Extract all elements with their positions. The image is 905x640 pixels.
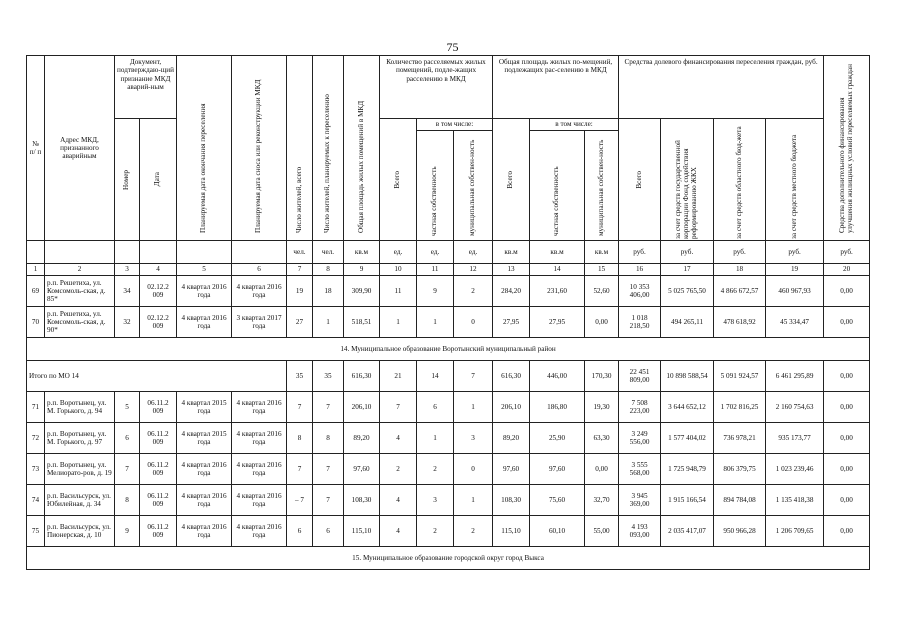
cell-area: 616,30 (344, 361, 380, 392)
cell-f-local: 460 967,93 (766, 276, 824, 307)
unit-cell (232, 241, 287, 264)
cell-pa-total: 284,20 (493, 276, 530, 307)
cell-doc-number: 34 (115, 276, 140, 307)
header-area-total: Всего (493, 119, 530, 241)
cell-f-region: 894 784,08 (714, 485, 766, 516)
cell-pc-private: 1 (417, 423, 454, 454)
cell-res-total: 7 (287, 454, 313, 485)
cell-f-total: 7 508 223,00 (619, 392, 661, 423)
unit-cell: ед. (380, 241, 417, 264)
cell-doc-date: 06.11.2 009 (140, 516, 177, 547)
cell-pc-private: 2 (417, 516, 454, 547)
cell-no: 75 (27, 516, 45, 547)
header-area-municipal: муниципальная собствен-ность (585, 131, 619, 241)
cell-address: р.п. Воротынец, ул. М. Горького, д. 97 (45, 423, 115, 454)
col-number: 13 (493, 264, 530, 276)
cell-pc-muni: 0 (454, 454, 493, 485)
unit-cell: руб. (714, 241, 766, 264)
table-row (27, 392, 870, 423)
cell-pa-muni: 32,70 (585, 485, 619, 516)
cell-address: р.п. Воротынец, ул. Мелиорато-ров, д. 19 (45, 454, 115, 485)
header-fund-total: Всего (619, 119, 661, 241)
unit-cell (45, 241, 115, 264)
cell-pa-muni: 0,00 (585, 454, 619, 485)
col-number: 10 (380, 264, 417, 276)
cell-pc-total: 4 (380, 485, 417, 516)
cell-f-add: 0,00 (824, 361, 870, 392)
header-additional-funding: Средства дополнительного финансирования улучшения жилищных условий переселяемых граждан (824, 56, 870, 241)
col-number: 14 (530, 264, 585, 276)
cell-f-region: 4 866 672,57 (714, 276, 766, 307)
cell-f-add: 0,00 (824, 276, 870, 307)
cell-f-region: 1 702 816,25 (714, 392, 766, 423)
cell-res-total: 35 (287, 361, 313, 392)
cell-no: 70 (27, 307, 45, 338)
cell-resettle: 4 квартал 2015 года (177, 392, 232, 423)
header-count-municipal: муниципальная собствен-ность (454, 131, 493, 241)
cell-res-total: 7 (287, 392, 313, 423)
cell-demolish: 4 квартал 2016 года (232, 423, 287, 454)
cell-doc-date: 06.11.2 009 (140, 392, 177, 423)
cell-f-add: 0,00 (824, 516, 870, 547)
cell-pa-private: 446,00 (530, 361, 585, 392)
col-number: 3 (115, 264, 140, 276)
table-row (27, 516, 870, 547)
cell-res-planned: 7 (313, 392, 344, 423)
unit-cell (115, 241, 140, 264)
cell-pa-private: 186,80 (530, 392, 585, 423)
cell-res-planned: 6 (313, 516, 344, 547)
header-area-incl: в том числе: (530, 119, 619, 131)
cell-pa-private: 25,90 (530, 423, 585, 454)
cell-f-local: 1 206 709,65 (766, 516, 824, 547)
cell-pa-private: 75,60 (530, 485, 585, 516)
cell-f-local: 935 173,77 (766, 423, 824, 454)
cell-no: 71 (27, 392, 45, 423)
unit-cell: кв.м (493, 241, 530, 264)
cell-f-corp: 3 644 652,12 (661, 392, 714, 423)
table-row (27, 454, 870, 485)
cell-f-total: 3 945 369,00 (619, 485, 661, 516)
header-premises-count: Количество расселяемых жилых помещений, подле-жащих расселению в МКД (380, 56, 493, 119)
header-fund-region: за счет средств областного бюд-жета (714, 119, 766, 241)
unit-cell (27, 241, 45, 264)
header-doc-date: Дата (140, 119, 177, 241)
cell-demolish: 3 квартал 2017 года (232, 307, 287, 338)
resettlement-table (26, 55, 870, 570)
cell-f-corp: 10 898 588,54 (661, 361, 714, 392)
cell-area: 89,20 (344, 423, 380, 454)
cell-pa-total: 108,30 (493, 485, 530, 516)
cell-area: 97,60 (344, 454, 380, 485)
cell-pa-total: 27,95 (493, 307, 530, 338)
header-planned-resettle: Планируемая дата окончания переселения (177, 56, 232, 241)
cell-address: р.п. Васильсурск, ул. Пионерская, д. 10 (45, 516, 115, 547)
cell-f-total: 10 353 406,00 (619, 276, 661, 307)
cell-f-corp: 1 915 166,54 (661, 485, 714, 516)
cell-f-region: 478 618,92 (714, 307, 766, 338)
cell-doc-number: 8 (115, 485, 140, 516)
col-number: 15 (585, 264, 619, 276)
header-address: Адрес МКД, признанного аварийным (45, 56, 115, 241)
cell-f-region: 5 091 924,57 (714, 361, 766, 392)
cell-f-corp: 5 025 765,50 (661, 276, 714, 307)
cell-address: р.п. Воротынец, ул. М. Горького, д. 94 (45, 392, 115, 423)
cell-resettle: 4 квартал 2016 года (177, 485, 232, 516)
cell-pc-total: 4 (380, 516, 417, 547)
cell-f-total: 22 451 809,00 (619, 361, 661, 392)
cell-pc-private: 2 (417, 454, 454, 485)
unit-cell: ед. (417, 241, 454, 264)
header-residents-total: Число жителей, всего (287, 56, 313, 241)
cell-f-add: 0,00 (824, 307, 870, 338)
unit-cell: руб. (619, 241, 661, 264)
cell-pa-private: 97,60 (530, 454, 585, 485)
cell-pa-private: 231,60 (530, 276, 585, 307)
header-count-private: частная собственность (417, 131, 454, 241)
cell-area: 206,10 (344, 392, 380, 423)
cell-f-corp: 494 265,11 (661, 307, 714, 338)
cell-f-add: 0,00 (824, 485, 870, 516)
cell-f-add: 0,00 (824, 392, 870, 423)
cell-f-local: 1 023 239,46 (766, 454, 824, 485)
cell-pc-private: 9 (417, 276, 454, 307)
table-row (27, 485, 870, 516)
cell-res-total: 27 (287, 307, 313, 338)
col-number: 1 (27, 264, 45, 276)
header-premises-area: Общая площадь жилых по-мещений, подлежащих рас-селению в МКД (493, 56, 619, 119)
unit-cell: руб. (661, 241, 714, 264)
col-number: 9 (344, 264, 380, 276)
column-numbers-row (27, 264, 870, 276)
col-number: 6 (232, 264, 287, 276)
header-doc-number: Номер (115, 119, 140, 241)
header-funding: Средства долевого финансирования переселения граждан, руб. (619, 56, 824, 119)
cell-doc-number: 32 (115, 307, 140, 338)
cell-resettle: 4 квартал 2016 года (177, 454, 232, 485)
col-number: 17 (661, 264, 714, 276)
cell-res-total: – 7 (287, 485, 313, 516)
total-row (27, 361, 870, 392)
unit-cell: чел. (313, 241, 344, 264)
header-no: № п/ п (27, 56, 45, 241)
col-number: 12 (454, 264, 493, 276)
cell-f-local: 2 160 754,63 (766, 392, 824, 423)
cell-pa-muni: 63,30 (585, 423, 619, 454)
unit-cell (177, 241, 232, 264)
cell-pc-private: 14 (417, 361, 454, 392)
cell-f-corp: 2 035 417,07 (661, 516, 714, 547)
cell-pc-total: 7 (380, 392, 417, 423)
unit-cell: ед. (454, 241, 493, 264)
cell-area: 309,90 (344, 276, 380, 307)
section-heading-14: 14. Муниципальное образование Воротынский муниципальный район (27, 338, 870, 361)
header-document: Документ, подтверждаю-щий признание МКД аварий-ным (115, 56, 177, 119)
header-planned-demolish: Планируемая дата сноса или реконструкции МКД (232, 56, 287, 241)
cell-f-region: 736 978,21 (714, 423, 766, 454)
header-count-incl: в том числе: (417, 119, 493, 131)
col-number: 5 (177, 264, 232, 276)
col-number: 18 (714, 264, 766, 276)
cell-address: р.п. Васильсурск, ул. Юбилейная, д. 34 (45, 485, 115, 516)
col-number: 4 (140, 264, 177, 276)
cell-f-total: 4 193 093,00 (619, 516, 661, 547)
cell-demolish: 4 квартал 2016 года (232, 454, 287, 485)
col-number: 19 (766, 264, 824, 276)
units-row (27, 241, 870, 264)
cell-doc-date: 02.12.2 009 (140, 307, 177, 338)
cell-res-planned: 35 (313, 361, 344, 392)
col-number: 11 (417, 264, 454, 276)
col-number: 16 (619, 264, 661, 276)
cell-f-region: 950 966,28 (714, 516, 766, 547)
cell-no: 69 (27, 276, 45, 307)
cell-pa-private: 60,10 (530, 516, 585, 547)
cell-res-total: 6 (287, 516, 313, 547)
cell-f-local: 1 135 418,38 (766, 485, 824, 516)
unit-cell: чел. (287, 241, 313, 264)
cell-res-planned: 7 (313, 485, 344, 516)
cell-address: р.п. Решетиха, ул. Комсомоль-ская, д. 85* (45, 276, 115, 307)
header-count-total: Всего (380, 119, 417, 241)
cell-doc-date: 06.11.2 009 (140, 454, 177, 485)
header-fund-local: за счет средств местного бюджета (766, 119, 824, 241)
cell-demolish: 4 квартал 2016 года (232, 485, 287, 516)
section-heading-15: 15. Муниципальное образование городской округ город Выкса (27, 547, 870, 570)
total-label: Итого по МО 14 (27, 361, 287, 392)
cell-doc-number: 5 (115, 392, 140, 423)
cell-f-corp: 1 577 404,02 (661, 423, 714, 454)
cell-f-local: 6 461 295,89 (766, 361, 824, 392)
cell-f-total: 3 249 556,00 (619, 423, 661, 454)
cell-pa-muni: 170,30 (585, 361, 619, 392)
cell-pc-muni: 0 (454, 307, 493, 338)
cell-resettle: 4 квартал 2015 года (177, 423, 232, 454)
table-row (27, 276, 870, 307)
header-area-private: частная собственность (530, 131, 585, 241)
cell-no: 72 (27, 423, 45, 454)
cell-res-total: 19 (287, 276, 313, 307)
unit-cell: кв.м (530, 241, 585, 264)
unit-cell: руб. (766, 241, 824, 264)
cell-pa-muni: 52,60 (585, 276, 619, 307)
cell-doc-number: 6 (115, 423, 140, 454)
cell-pa-total: 115,10 (493, 516, 530, 547)
cell-pa-total: 97,60 (493, 454, 530, 485)
cell-pc-muni: 3 (454, 423, 493, 454)
cell-no: 73 (27, 454, 45, 485)
cell-pc-muni: 1 (454, 485, 493, 516)
cell-pc-total: 4 (380, 423, 417, 454)
cell-pa-total: 206,10 (493, 392, 530, 423)
cell-pc-private: 6 (417, 392, 454, 423)
unit-cell: кв.м (344, 241, 380, 264)
cell-pc-total: 21 (380, 361, 417, 392)
cell-pa-muni: 19,30 (585, 392, 619, 423)
cell-pa-total: 616,30 (493, 361, 530, 392)
cell-doc-number: 9 (115, 516, 140, 547)
col-number: 8 (313, 264, 344, 276)
cell-pc-muni: 2 (454, 516, 493, 547)
cell-demolish: 4 квартал 2016 года (232, 276, 287, 307)
page-number: 75 (446, 40, 459, 54)
cell-resettle: 4 квартал 2016 года (177, 307, 232, 338)
cell-f-total: 1 018 218,50 (619, 307, 661, 338)
table-row (27, 423, 870, 454)
cell-doc-number: 7 (115, 454, 140, 485)
cell-f-local: 45 334,47 (766, 307, 824, 338)
cell-pa-private: 27,95 (530, 307, 585, 338)
cell-res-planned: 8 (313, 423, 344, 454)
cell-no: 74 (27, 485, 45, 516)
cell-f-region: 806 379,75 (714, 454, 766, 485)
cell-pc-muni: 1 (454, 392, 493, 423)
col-number: 20 (824, 264, 870, 276)
table-row (27, 307, 870, 338)
cell-res-planned: 18 (313, 276, 344, 307)
cell-res-planned: 1 (313, 307, 344, 338)
cell-pc-private: 1 (417, 307, 454, 338)
cell-pc-total: 11 (380, 276, 417, 307)
cell-pc-total: 2 (380, 454, 417, 485)
cell-demolish: 4 квартал 2016 года (232, 392, 287, 423)
cell-area: 108,30 (344, 485, 380, 516)
cell-f-corp: 1 725 948,79 (661, 454, 714, 485)
cell-res-total: 8 (287, 423, 313, 454)
col-number: 7 (287, 264, 313, 276)
cell-f-add: 0,00 (824, 423, 870, 454)
unit-cell (140, 241, 177, 264)
unit-cell: руб. (824, 241, 870, 264)
cell-pc-total: 1 (380, 307, 417, 338)
header-fund-corp: за счет средств государственной корпорации Фонд содействия реформированию ЖКХ (661, 119, 714, 241)
unit-cell: кв.м (585, 241, 619, 264)
cell-address: р.п. Решетиха, ул. Комсомоль-ская, д. 90* (45, 307, 115, 338)
cell-res-planned: 7 (313, 454, 344, 485)
cell-area: 518,51 (344, 307, 380, 338)
cell-pa-muni: 55,00 (585, 516, 619, 547)
cell-resettle: 4 квартал 2016 года (177, 276, 232, 307)
cell-pa-muni: 0,00 (585, 307, 619, 338)
header-total-area: Общая площадь жилых помещений в МКД (344, 56, 380, 241)
cell-doc-date: 06.11.2 009 (140, 485, 177, 516)
cell-doc-date: 02.12.2 009 (140, 276, 177, 307)
cell-resettle: 4 квартал 2016 года (177, 516, 232, 547)
cell-pc-private: 3 (417, 485, 454, 516)
cell-f-total: 3 555 568,00 (619, 454, 661, 485)
header-residents-planned: Число жителей, планируемых к переселению (313, 56, 344, 241)
cell-demolish: 4 квартал 2016 года (232, 516, 287, 547)
cell-pc-muni: 7 (454, 361, 493, 392)
cell-area: 115,10 (344, 516, 380, 547)
col-number: 2 (45, 264, 115, 276)
cell-pc-muni: 2 (454, 276, 493, 307)
cell-pa-total: 89,20 (493, 423, 530, 454)
cell-f-add: 0,00 (824, 454, 870, 485)
cell-doc-date: 06.11.2 009 (140, 423, 177, 454)
